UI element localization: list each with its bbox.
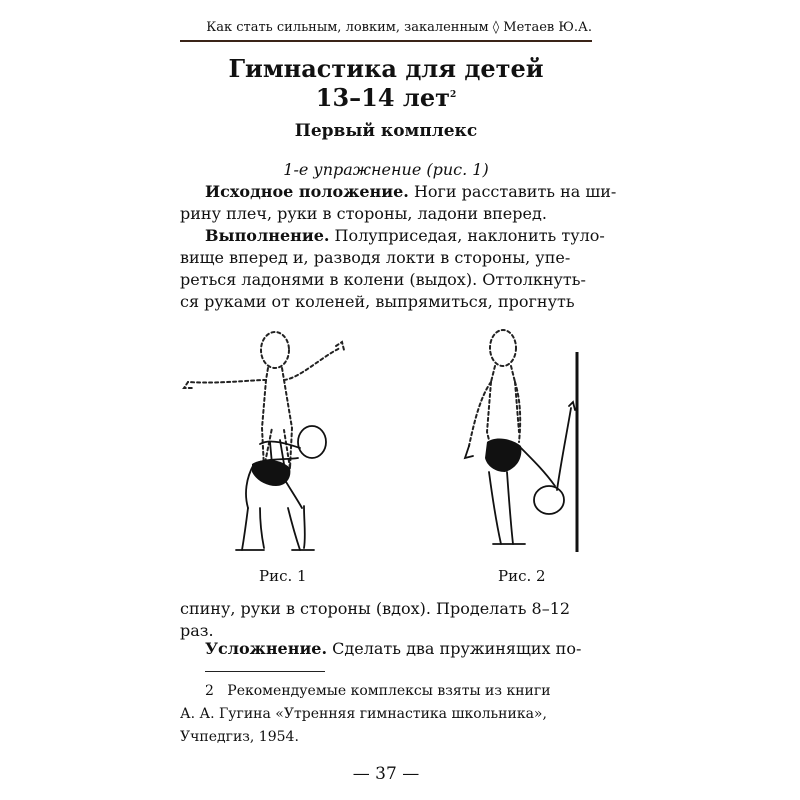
footnote-line-3: Учпедгиз, 1954. xyxy=(180,729,299,745)
complex-subtitle: Первый комплекс xyxy=(294,121,478,141)
title-line-2-text: 13–14 лет xyxy=(315,83,450,112)
running-head: Как стать сильным, ловким, закаленным ◊ Метаев Ю.А. xyxy=(206,20,592,35)
header-rule xyxy=(180,40,592,42)
figure-1-illustration xyxy=(180,318,360,558)
title-line-1: Гимнастика для детей xyxy=(228,54,544,83)
complication-text-1: Сделать два пружинящих по- xyxy=(327,639,582,658)
figure-2-caption: Рис. 2 xyxy=(498,567,546,585)
start-position-line-2: рину плеч, руки в стороны, ладони вперед. xyxy=(180,204,547,223)
page-title xyxy=(180,55,592,111)
footnote-number: 2 xyxy=(205,683,214,699)
start-position-term: Исходное положение. xyxy=(205,182,409,201)
execution-line-2: вище вперед и, разводя локти в стороны, упе- xyxy=(180,248,571,267)
footnote-text-1: Рекомендуемые комплексы взяты из книги xyxy=(227,683,551,699)
footnote-line-1 xyxy=(205,680,617,703)
exercise-title: 1-е упражнение (рис. 1) xyxy=(283,160,489,179)
figure-1-caption: Рис. 1 xyxy=(259,567,307,585)
page-number: — 37 — xyxy=(352,764,420,784)
execution-line-1 xyxy=(205,225,605,247)
start-position-text-1: Ноги расставить на ши- xyxy=(408,182,617,201)
execution-line-3: реться ладонями в колени (выдох). Оттолкнуть- xyxy=(180,270,586,289)
continuation-line-1: спину, руки в стороны (вдох). Проделать 8–12 xyxy=(180,599,571,618)
footnote-mark: 2 xyxy=(449,90,457,100)
execution-line-4: ся руками от коленей, выпрямиться, прогнуть xyxy=(180,292,575,311)
execution-text-1: Полуприседая, наклонить туло- xyxy=(329,226,605,245)
title-line-2 xyxy=(180,82,592,111)
complication-line-1 xyxy=(205,638,592,660)
start-position-line-1 xyxy=(205,181,617,203)
figure-2-illustration xyxy=(445,322,585,558)
continuation-line-2: раз. xyxy=(180,621,214,640)
execution-term: Выполнение. xyxy=(205,226,330,245)
complication-term: Усложнение. xyxy=(205,639,328,658)
footnote-rule xyxy=(205,671,325,672)
footnote-line-2: А. А. Гугина «Утренняя гимнастика школьника», xyxy=(180,706,547,722)
